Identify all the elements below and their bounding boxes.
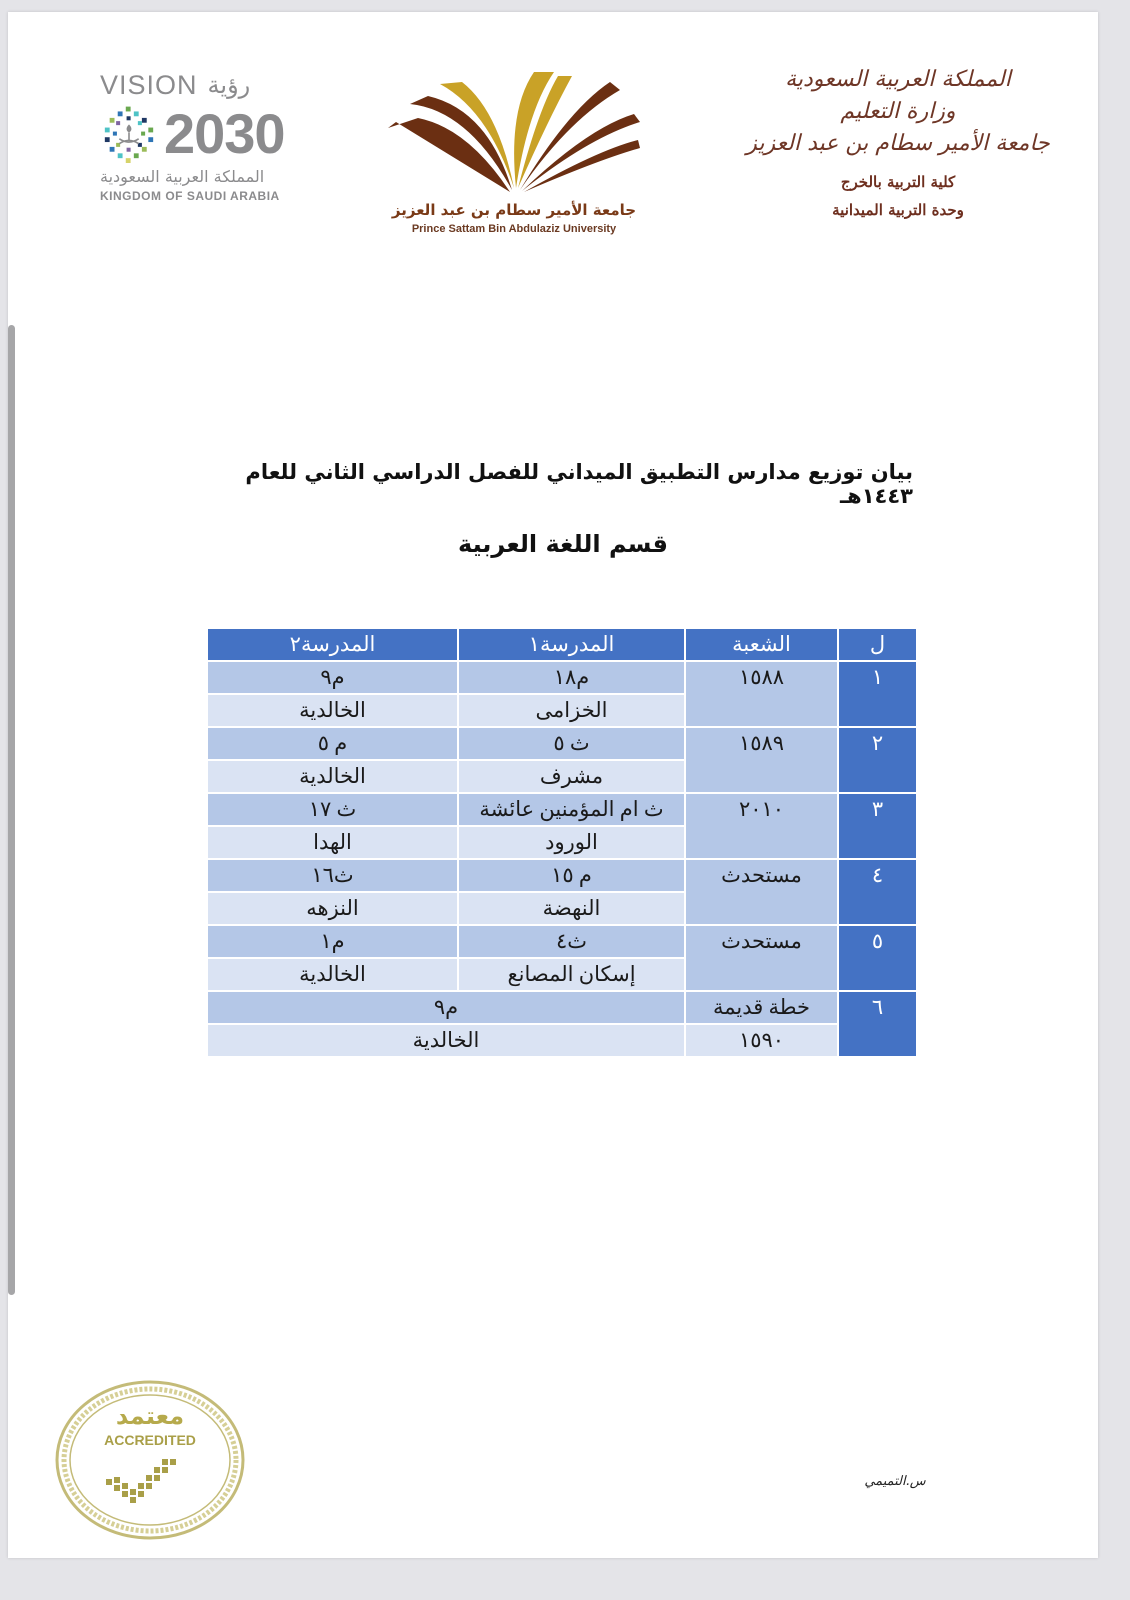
university-ar-name: جامعة الأمير سطام بن عبد العزيز [391,201,637,219]
school-distribution-table [206,627,918,1058]
school1-code: ث ٥ [458,727,685,760]
table-row [207,991,917,1024]
seal-checkmark-icon [102,1455,198,1511]
school2-code: ث ١٧ [207,793,458,826]
vision-en-word: VISION [100,69,198,100]
vision-2030-logo [100,68,335,204]
school2-code: م ٥ [207,727,458,760]
school2-code: م١ [207,925,458,958]
seal-ar-text: معتمد [115,1402,185,1430]
school2-name: الخالدية [207,958,458,991]
header-school2: المدرسة٢ [207,628,458,661]
header-school1: المدرسة١ [458,628,685,661]
seal-en-text: ACCREDITED [104,1432,196,1448]
table-row [207,661,917,694]
section-number: ١٥٩٠ [685,1024,838,1057]
row-number: ٦ [838,991,917,1057]
seal-text-block [54,1401,246,1449]
merged-school-code: م٩ [207,991,685,1024]
unit-name: وحدة التربية الميدانية [832,201,964,219]
school1-name: الخزامى [458,694,685,727]
row-number: ٥ [838,925,917,991]
document-page [8,12,1098,1558]
vertical-scrollbar[interactable] [8,325,15,1295]
table-row [207,793,917,826]
school1-name: النهضة [458,892,685,925]
header-index: ل [838,628,917,661]
table-row [207,1024,917,1057]
department-title: قسم اللغة العربية [458,530,668,558]
school2-name: الخالدية [207,694,458,727]
school2-name: الخالدية [207,760,458,793]
signature: س.التميمي [864,1474,926,1489]
section-cell: ١٥٨٨ [685,661,838,727]
university-en-name: Prince Sattam Bin Abdulaziz University [411,223,617,235]
college-name: كلية التربية بالخرج [840,173,956,191]
open-book-emblem-icon [388,70,648,200]
vision-ar-country: المملكة العربية السعودية [100,167,265,186]
calligraphy-ministry: وزارة التعليم [840,99,956,124]
header-section: الشعبة [685,628,838,661]
calligraphy-university: جامعة الأمير سطام بن عبد العزيز [746,131,1050,156]
row-number: ٢ [838,727,917,793]
document-title: بيان توزيع مدارس التطبيق الميداني للفصل الدراسي الثاني للعام ١٤٤٣هـ [245,460,913,508]
vision-wordmark [100,68,335,102]
calligraphy-kingdom: المملكة العربية السعودية [785,67,1011,92]
school1-code: م ١٥ [458,859,685,892]
section-cell: مستحدث [685,925,838,991]
school2-code: ث١٦ [207,859,458,892]
section-label: خطة قديمة [685,991,838,1024]
school1-code: م١٨ [458,661,685,694]
vision-ar-word: رؤية [207,71,251,99]
school1-name: مشرف [458,760,685,793]
vision-year: 2030 [164,102,285,165]
school1-code: ث ام المؤمنين عائشة [458,793,685,826]
table-header-row [207,628,917,661]
row-number: ١ [838,661,917,727]
school2-name: النزهه [207,892,458,925]
section-cell: مستحدث [685,859,838,925]
table-row [207,727,917,760]
row-number: ٤ [838,859,917,925]
section-cell: ٢٠١٠ [685,793,838,859]
ministry-calligraphy-header [738,64,1058,224]
college-unit-block [813,168,983,224]
school1-name: الورود [458,826,685,859]
section-cell: ١٥٨٩ [685,727,838,793]
university-logo [388,70,648,245]
table-row [207,859,917,892]
school1-code: ث٤ [458,925,685,958]
school1-name: إسكان المصانع [458,958,685,991]
school2-name: الهدا [207,826,458,859]
row-number: ٣ [838,793,917,859]
accreditation-seal [54,1379,246,1541]
vision-en-country: KINGDOM OF SAUDI ARABIA [100,189,280,203]
table-row [207,925,917,958]
merged-school-name: الخالدية [207,1024,685,1057]
vision-year-row [100,102,335,166]
vision-emblem-icon [100,105,158,163]
school2-code: م٩ [207,661,458,694]
